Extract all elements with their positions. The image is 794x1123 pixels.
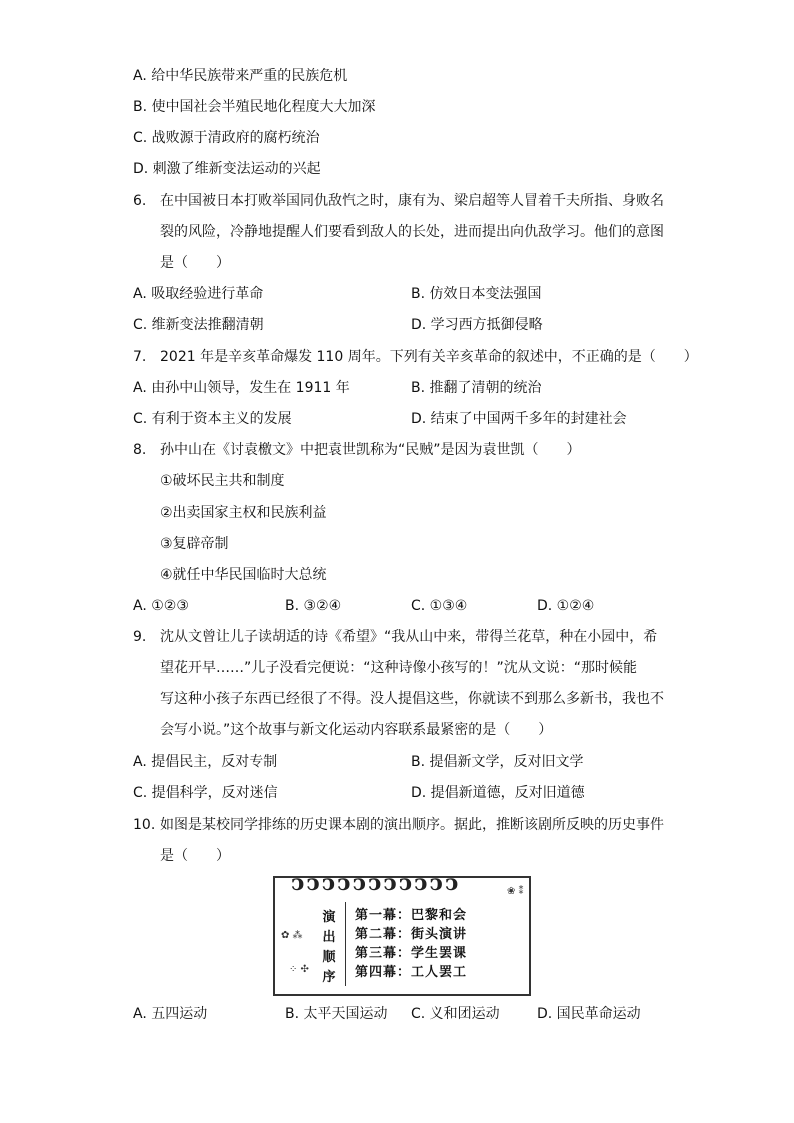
q10-option-b: B. 太平天国运动 [285, 1006, 388, 1022]
q8-item-3: ③复辟帝制 [160, 536, 229, 552]
q6-option-d: D. 学习西方抵御侵略 [411, 317, 543, 333]
q8-option-a: A. ①②③ [133, 598, 189, 614]
q9-option-a: A. 提倡民主，反对专制 [133, 754, 278, 770]
q5-option-c: C. 战败源于清政府的腐朽统治 [133, 130, 320, 146]
q9-option-d: D. 提倡新道德，反对旧道德 [411, 785, 585, 801]
q10-option-c: C. 义和团运动 [411, 1006, 500, 1022]
q10-option-a: A. 五四运动 [133, 1006, 208, 1022]
q9-stem-line-4: 会写小说。”这个故事与新文化运动内容联系最紧密的是（ ） [160, 722, 553, 738]
q7-option-b: B. 推翻了清朝的统治 [411, 380, 542, 396]
card-divider [345, 902, 346, 986]
card-act-2: 第二幕：街头演讲 [355, 927, 468, 942]
q5-option-d: D. 刺激了维新变法运动的兴起 [133, 161, 321, 177]
q9-stem-line-3: 写这种小孩子东西已经很了不得。没人提倡这些，你就读不到那么多新书，我也不 [160, 691, 664, 707]
q10-option-d: D. 国民革命运动 [537, 1006, 641, 1022]
q5-option-b: B. 使中国社会半殖民地化程度大大加深 [133, 99, 376, 115]
q7-option-d: D. 结束了中国两千多年的封建社会 [411, 411, 627, 427]
q5-option-a: A. 给中华民族带来严重的民族危机 [133, 68, 348, 84]
q7-number: 7. [133, 349, 147, 365]
flower-doodle-bottom: ⁘ ✣ [289, 964, 309, 975]
q6-stem-line-2: 裂的风险，冷静地提醒人们要看到敌人的长处，进而提出向仇敌学习。他们的意图 [160, 224, 664, 240]
card-act-1: 第一幕：巴黎和会 [355, 908, 468, 923]
card-act-4: 第四幕：工人罢工 [355, 965, 468, 980]
q8-stem: 孙中山在《讨袁檄文》中把袁世凯称为“民贼”是因为袁世凯（ ） [160, 442, 581, 458]
q10-stem-line-1: 如图是某校同学排练的历史课本剧的演出顺序。据此，推断该剧所反映的历史事件 [160, 817, 664, 833]
q8-item-1: ①破坏民主共和制度 [160, 473, 285, 489]
card-title-char: 顺 [322, 950, 336, 965]
q6-option-a: A. 吸取经验进行革命 [133, 286, 264, 302]
q9-stem-line-1: 沈从文曾让儿子读胡适的诗《希望》“我从山中来，带得兰花草，种在小园中，希 [160, 629, 658, 645]
notebook-rings: ↄↄↄↄↄↄↄↄↄↄↄ [291, 870, 461, 896]
q7-option-c: C. 有利于资本主义的发展 [133, 411, 292, 427]
q10-number: 10. [133, 817, 156, 833]
performance-order-card [273, 870, 531, 996]
q6-option-b: B. 仿效日本变法强国 [411, 286, 542, 302]
q9-stem-line-2: 望花开早……”儿子没看完便说：“这种诗像小孩写的！”沈从文说：“那时候能 [160, 660, 638, 676]
card-act-3: 第三幕：学生罢课 [355, 946, 468, 961]
q7-option-a: A. 由孙中山领导，发生在 1911 年 [133, 380, 350, 396]
q7-stem: 2021 年是辛亥革命爆发 110 周年。下列有关辛亥革命的叙述中，不正确的是（ ） [160, 349, 698, 365]
q6-stem-line-3: 是（ ） [160, 255, 230, 271]
card-act-list [355, 906, 467, 982]
q8-item-4: ④就任中华民国临时大总统 [160, 567, 327, 583]
card-title-char: 演 [322, 910, 336, 925]
q9-option-b: B. 提倡新文学，反对旧文学 [411, 754, 584, 770]
q6-option-c: C. 维新变法推翻清朝 [133, 317, 264, 333]
flower-doodle-right: ❀ ⁑ [507, 886, 524, 897]
q8-item-2: ②出卖国家主权和民族利益 [160, 505, 327, 521]
card-title-char: 序 [322, 970, 336, 985]
q9-number: 9. [133, 629, 147, 645]
q8-option-b: B. ③②④ [285, 598, 342, 614]
q8-number: 8. [133, 442, 147, 458]
q6-number: 6. [133, 193, 147, 209]
q8-option-d: D. ①②④ [537, 598, 595, 614]
q6-stem-line-1: 在中国被日本打败举国同仇敌忾之时，康有为、梁启超等人冒着千夫所指、身败名 [160, 193, 664, 209]
card-title-char: 出 [322, 930, 336, 945]
flower-doodle-left: ✿ ⁂ [281, 930, 303, 941]
q9-option-c: C. 提倡科学，反对迷信 [133, 785, 278, 801]
card-vertical-title [321, 908, 337, 988]
q8-option-c: C. ①③④ [411, 598, 468, 614]
q10-stem-line-2: 是（ ） [160, 848, 230, 864]
